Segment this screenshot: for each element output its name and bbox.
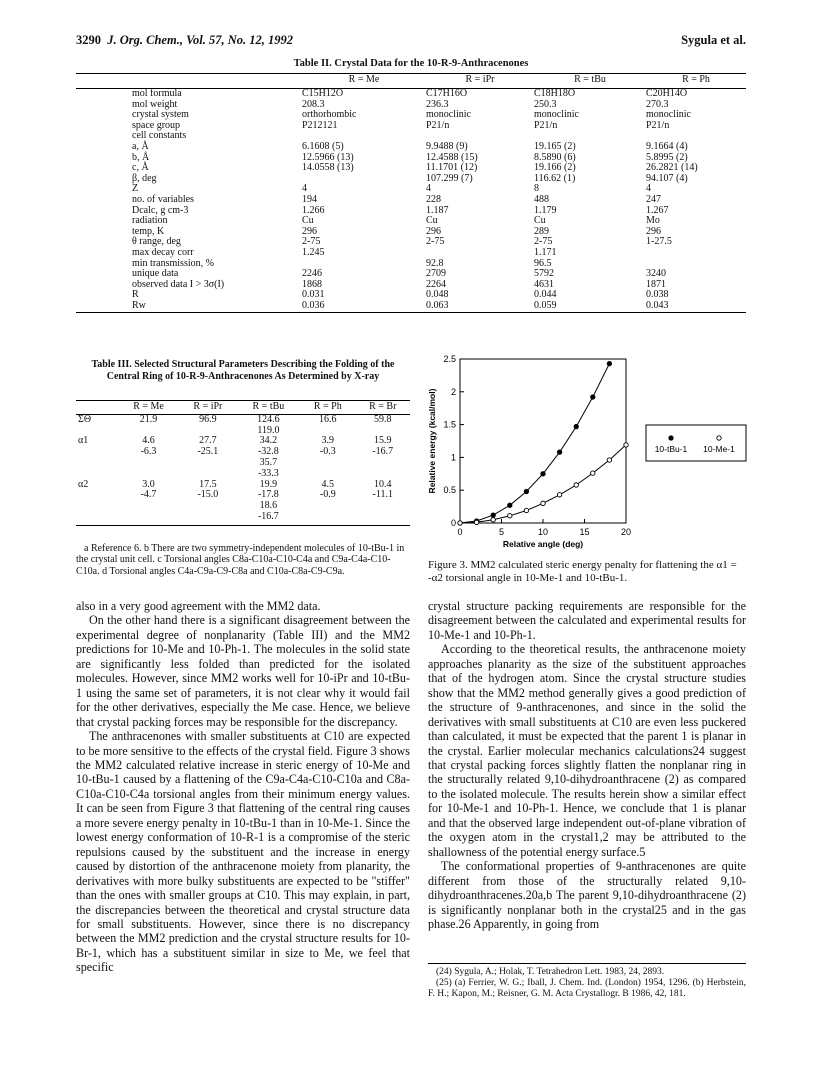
table-cell: -15.0 (197, 489, 219, 501)
figure-3-chart (418, 351, 750, 559)
table-cell: -11.1 (372, 489, 393, 501)
table-cell: 2264 (426, 278, 446, 290)
data-point (607, 361, 611, 365)
data-point (508, 503, 512, 507)
table-cell: ΣΘ (78, 413, 92, 425)
table-row (76, 301, 746, 313)
table-cell: 194 (302, 193, 317, 205)
table-cell: 26.2821 (14) (646, 162, 698, 174)
table-2-caption: Table II. Crystal Data for the 10-R-9-Anthracenones (293, 58, 529, 69)
table-row (76, 447, 410, 458)
table-cell: 9.1664 (4) (646, 140, 688, 152)
data-point (524, 489, 528, 493)
table-cell: 18.6 (259, 500, 278, 512)
table-cell: 11.1701 (12) (426, 162, 478, 174)
table-cell: 4 (302, 183, 307, 195)
table-cell: 0.031 (302, 289, 325, 301)
table-cell: 4.6 (142, 435, 155, 447)
table-cell: 92.8 (426, 257, 444, 269)
table-3-column-header: R = Ph (300, 401, 356, 415)
table-row (76, 458, 410, 469)
table-cell: 0.044 (534, 289, 557, 301)
table-cell: 3240 (646, 268, 666, 280)
table-cell: min transmission, % (132, 257, 214, 269)
table-cell: C17H16O (426, 88, 468, 99)
table-3-column-header: R = Br (356, 401, 410, 415)
table-cell: P21/n (534, 119, 558, 131)
table-cell (118, 512, 179, 525)
table-2-column-header (76, 74, 302, 89)
table-cell: -16.7 (372, 446, 394, 458)
table-cell: 4 (426, 183, 431, 195)
x-axis-label: Relative angle (deg) (502, 539, 584, 549)
table-3-column-header: R = tBu (237, 401, 300, 415)
table-cell (179, 469, 237, 480)
x-tick-label: 0 (457, 527, 463, 537)
table-cell: 4631 (534, 278, 554, 290)
legend-box (646, 425, 746, 461)
table-row (76, 89, 746, 100)
x-tick-label: 10 (537, 527, 549, 537)
table-cell: monoclinic (646, 109, 691, 121)
table-cell (179, 501, 237, 512)
series-line (460, 445, 626, 523)
table-cell: 35.7 (259, 456, 278, 468)
table-cell (179, 512, 237, 525)
table-cell: mol formula (132, 88, 182, 99)
series-line (460, 364, 609, 523)
table-cell: 16.6 (319, 413, 337, 425)
table-2-body (76, 89, 746, 313)
table-cell: -25.1 (197, 446, 219, 458)
table-cell: 21.9 (139, 413, 158, 425)
table-cell: 1.171 (534, 246, 557, 258)
paragraph: On the other hand there is a significant disagreement between the experimental degree of nonplanarity (Table III) and the MM2 predictions for 10-Me and 10-Ph-1. The molecules in the solid state are significantly less folded than predicted for the isolated molecules. However, since MM2 works well for 10-iPr and 10-tBu-1 using the same set of parameters, it is not clear why it would fail for the other derivatives, especially the Me case. Hence, we believe that crystal packing forces may be responsible for the discrepancy. (76, 613, 410, 729)
table-cell: 12.4588 (15) (426, 151, 478, 163)
data-point (474, 520, 478, 524)
data-point (574, 424, 578, 428)
y-tick-label: 1 (450, 452, 456, 463)
table-cell: 1.187 (426, 204, 449, 216)
table-cell: 19.165 (2) (534, 140, 576, 152)
table-cell: no. of variables (132, 193, 194, 205)
table-cell: -32.8 (257, 446, 279, 458)
table-cell: 0.036 (302, 301, 426, 313)
table-cell: 119.0 (257, 424, 280, 436)
table-3-footnotes: a Reference 6. b There are two symmetry-independent molecules of 10-tBu-1 in the crystal unit cell. c Torsional angles C8a-C10a-C10-C4a and C9a-C4a-C10-C10a. d Torsional angles C4a-C9a-C9-C8a and C10a-C8a-C9-C9a. (76, 543, 405, 577)
table-cell: 2-75 (426, 236, 445, 248)
table-cell: 250.3 (534, 98, 557, 110)
data-point (491, 513, 495, 517)
data-point (591, 395, 595, 399)
table-cell: space group (132, 119, 181, 131)
table-row (76, 480, 410, 491)
table-cell: 4.5 (321, 478, 335, 490)
table-cell (118, 458, 179, 469)
table-cell: -4.7 (140, 489, 157, 501)
y-tick-label: 0.5 (443, 485, 456, 496)
paragraph: The conformational properties of 9-anthracenones are quite different from those of the structurally related 9,10-dihydroanthracenes.20a,b The parent 9,10-dihydroanthracene (2) is significantly nonplanar both in the crystal25 and in the gas phase.26 Apparently, in going from (428, 859, 746, 931)
table-cell: 5.8995 (2) (646, 151, 688, 163)
table-cell: 10.4 (374, 478, 392, 490)
table-cell: 247 (646, 193, 661, 205)
table-cell: 9.9488 (9) (426, 140, 468, 152)
table-cell (356, 512, 410, 525)
data-point (574, 483, 578, 487)
plot-frame (460, 359, 626, 523)
table-cell: -16.7 (237, 512, 300, 525)
data-point (591, 471, 595, 475)
table-cell: 208.3 (302, 98, 325, 110)
reference-item: (25) (a) Ferrier, W. G.; Iball, J. Chem. Ind. (London) 1954, 1296. (b) Herbstein, F. H.; Kapon, M.; Reisner, G. M. Acta Crystallogr. B 1986, 42, 181. (428, 978, 746, 1000)
table-cell: a, Å (132, 140, 149, 152)
table-cell: 1-27.5 (646, 236, 672, 248)
table-cell: 6.1608 (5) (302, 140, 344, 152)
running-header (76, 33, 293, 48)
table-cell: 1.179 (534, 204, 557, 216)
table-cell: -6.3 (140, 446, 157, 458)
table-cell (300, 469, 356, 480)
table-3-column-header: R = iPr (179, 401, 237, 415)
table-cell: 2-75 (534, 236, 553, 248)
table-cell (76, 501, 118, 512)
table-cell: 94.107 (4) (646, 172, 688, 184)
data-point (624, 443, 628, 447)
paragraph: According to the theoretical results, the anthracenone moiety approaches planarity as the size of the substituent approaches that of the hydrogen atom. Since the crystal structure studies show that the MM2 method generally gives a good prediction of the structure of 9-anthracenones, and since in the solid the derivatives with small substituents at C10 are even less puckered than calculated, it must be expected that the parent 1 is planar in the crystal. Earlier molecular mechanics calculations24 suggest that crystal packing forces slightly flatten the nonplanar ring in the structurally related 9,10-dihydroanthracene (2) as compared to the isolated molecule. The results herein show a similar effect for 10-Me-1 and 10-Ph-1. Hence, we conclude that 1 is planar and that the observed large independent out-of-plane vibration of the oxygen atom in the crystal1,2 may be attributed to the shallowness of the potential energy surface.5 (428, 642, 746, 859)
table-2-column-header: R = Me (302, 74, 426, 89)
legend-label: 10-tBu-1 (654, 444, 688, 454)
figure-3-caption: Figure 3. MM2 calculated steric energy penalty for flattening the α1 = -α2 torsional angle in 10-Me-1 and 10-tBu-1. (428, 559, 737, 584)
data-point (524, 508, 528, 512)
table-cell (646, 248, 746, 259)
data-point (607, 458, 611, 462)
body-column-right (428, 599, 746, 931)
table-row (76, 436, 410, 447)
table-cell: 124.6 (257, 413, 280, 425)
table-cell: 5792 (534, 268, 554, 280)
table-cell: 14.0558 (13) (302, 162, 354, 174)
table-cell: 2246 (302, 268, 322, 280)
legend-marker (717, 436, 721, 440)
table-cell: Z (132, 183, 139, 195)
table-cell: mol weight (132, 98, 178, 110)
table-cell: 488 (534, 193, 549, 205)
table-cell: P21/n (646, 119, 670, 131)
table-cell: Cu (302, 215, 314, 227)
table-cell: C18H18O (534, 88, 576, 99)
table-2-column-header: R = tBu (534, 74, 646, 89)
table-row (76, 490, 410, 501)
table-cell: monoclinic (534, 109, 579, 121)
table-cell: b, Å (132, 151, 150, 163)
table-cell: temp, K (132, 225, 165, 237)
table-cell: 15.9 (374, 435, 392, 447)
table-cell: 0.038 (646, 289, 669, 301)
reference-item: (24) Sygula, A.; Holak, T. Tetrahedron Lett. 1983, 24, 2893. (436, 967, 665, 977)
paragraph: crystal structure packing requirements are responsible for the disagreement between the calculated and experimental results for 10-Me-1 and 10-Ph-1. (428, 599, 746, 642)
y-tick-label: 2 (450, 386, 456, 397)
table-cell: β, deg (132, 172, 157, 184)
table-cell: C15H12O (302, 88, 344, 99)
table-cell: 2709 (426, 268, 446, 280)
table-cell: C20H14O (646, 88, 688, 99)
journal-citation: J. Org. Chem., Vol. 57, No. 12, 1992 (107, 33, 294, 47)
table-cell: -17.8 (257, 489, 279, 501)
table-2-header (76, 74, 746, 89)
table-cell: 296 (646, 225, 661, 237)
table-cell (300, 512, 356, 525)
table-cell (356, 501, 410, 512)
table-row (76, 142, 746, 153)
table-cell: 2-75 (302, 236, 321, 248)
table-cell: Rw (76, 301, 302, 313)
legend-label: 10-Me-1 (703, 444, 735, 454)
table-cell: 1.266 (302, 204, 325, 216)
table-cell: 0.059 (534, 301, 646, 313)
table-cell: Cu (426, 215, 438, 227)
x-tick-label: 15 (579, 527, 590, 537)
table-cell (76, 447, 118, 458)
data-point (491, 518, 495, 522)
table-cell: 116.62 (1) (534, 172, 576, 184)
table-cell: monoclinic (426, 109, 471, 121)
table-cell: 4 (646, 183, 651, 195)
table-cell: 0.063 (426, 301, 534, 313)
paragraph: The anthracenones with smaller substituents at C10 are expected to be more sensitive to the effects of the crystal field. Figure 3 shows the MM2 calculated relative increase in steric energy of 10-Me and 10-tBu-1 caused by a flattening of the C9a-C4a-C10-C10a and C8a-C10a-C10-C4a torsional angles from their minimum energy values. It can be seen from Figure 3 that flattening of the central ring causes a more severe energy penalty in 10-tBu-1 than in 10-Me-1. Since the lowest energy conformation of 10-R-1 is a compromise of the steric repulsions caused by the substituent and the increase in energy caused by distortion of the anthracenone moiety from planarity, the derivatives with more bulky substituents are expected to be "stiffer" than the ones with smaller groups at C10. This may explain, in part, the discrepancies between the theoretical and crystal structure data for small substituents. However, since there is no discrepancy between the MM2 prediction and the crystal structure results for 10-Br-1, which has a substituent similar in size to Me, we feel that specific (76, 729, 410, 975)
table-cell: 17.5 (199, 478, 217, 490)
table-3-header (76, 401, 410, 415)
table-cell: 236.3 (426, 98, 449, 110)
table-cell: 3.9 (321, 435, 335, 447)
table-3-caption: Table III. Selected Structural Parameters Describing the Folding of the Central Ring of 10-R-9-Anthracenones As Determined by X-ray (91, 359, 395, 382)
table-cell (302, 174, 426, 185)
table-cell: observed data I > 3σ(I) (132, 278, 225, 290)
table-cell: 0.043 (646, 301, 746, 313)
table-cell: 1.267 (646, 204, 669, 216)
x-tick-label: 5 (498, 527, 505, 537)
table-cell: -0.3 (319, 446, 336, 458)
page-number: 3290 (76, 33, 101, 47)
table-cell: 296 (426, 225, 441, 237)
table-cell: radiation (132, 215, 168, 227)
y-axis-label: Relative energy (kcal/mol) (427, 388, 437, 494)
table-cell: 1871 (646, 278, 666, 290)
table-row (76, 469, 410, 480)
paragraph: also in a very good agreement with the MM2 data. (76, 599, 321, 613)
table-cell: R (132, 289, 139, 301)
table-cell: 96.5 (534, 257, 552, 269)
y-tick-label: 0 (450, 518, 456, 528)
table-cell (76, 458, 118, 469)
table-cell: 8.5890 (6) (534, 151, 576, 163)
table-cell: max decay corr (132, 246, 194, 258)
table-2-column-header: R = Ph (646, 74, 746, 89)
table-cell (300, 458, 356, 469)
table-cell: 1868 (302, 278, 322, 290)
table-cell (118, 501, 179, 512)
table-cell: 3.0 (142, 478, 155, 490)
table-cell: 289 (534, 225, 549, 237)
table-cell: 0.048 (426, 289, 449, 301)
table-cell (356, 458, 410, 469)
data-point (557, 450, 561, 454)
table-cell (76, 490, 118, 501)
table-3-column-header (76, 401, 118, 415)
table-row (76, 414, 410, 425)
table-cell: cell constants (132, 130, 187, 142)
table-row (76, 501, 410, 512)
data-point (458, 521, 462, 525)
data-point (508, 514, 512, 518)
running-header-authors: Sygula et al. (681, 33, 746, 47)
data-point (557, 493, 561, 497)
table-cell (76, 512, 118, 525)
table-cell: 8 (534, 183, 539, 195)
y-tick-label: 1.5 (443, 419, 456, 430)
table-cell: orthorhombic (302, 109, 357, 121)
table-cell: 228 (426, 193, 441, 205)
data-point (541, 472, 545, 476)
table-cell: 1.245 (302, 246, 325, 258)
table-cell: 27.7 (199, 435, 217, 447)
table-cell: 107.299 (7) (426, 172, 473, 184)
table-cell: P21/n (426, 119, 450, 131)
table-row (76, 248, 746, 259)
table-cell (118, 469, 179, 480)
table-cell: α2 (78, 478, 89, 490)
table-cell: c, Å (132, 162, 149, 174)
body-column-left (76, 599, 410, 975)
table-cell: 19.9 (259, 478, 278, 490)
table-3-body (76, 414, 410, 525)
table-2 (76, 73, 746, 313)
legend-marker (669, 436, 673, 440)
table-2-column-header: R = iPr (426, 74, 534, 89)
table-cell (76, 469, 118, 480)
table-cell: Cu (534, 215, 546, 227)
table-cell: Mo (646, 215, 660, 227)
table-cell: -0.9 (319, 489, 336, 501)
x-tick-label: 20 (620, 527, 632, 537)
references (428, 963, 746, 1001)
table-cell (300, 501, 356, 512)
table-3 (76, 400, 410, 526)
table-cell (179, 458, 237, 469)
table-row (76, 426, 410, 437)
table-cell: unique data (132, 268, 179, 280)
table-cell: -33.3 (257, 467, 279, 479)
table-cell: 296 (302, 225, 317, 237)
table-cell (426, 248, 534, 259)
table-cell: 12.5966 (13) (302, 151, 354, 163)
table-cell: 19.166 (2) (534, 162, 576, 174)
table-cell: crystal system (132, 109, 189, 121)
table-cell: P212121 (302, 119, 338, 131)
table-row (76, 512, 410, 525)
table-3-column-header: R = Me (118, 401, 179, 415)
table-row (76, 195, 746, 206)
table-cell: 34.2 (259, 435, 278, 447)
table-cell (356, 469, 410, 480)
table-cell: 59.8 (374, 413, 392, 425)
table-cell: Dcalc, g cm-3 (132, 204, 189, 216)
y-tick-label: 2.5 (443, 354, 456, 364)
table-cell: θ range, deg (132, 236, 181, 248)
table-cell: 96.9 (199, 413, 217, 425)
table-cell: α1 (78, 435, 89, 447)
table-cell: 270.3 (646, 98, 669, 110)
data-point (541, 501, 545, 505)
